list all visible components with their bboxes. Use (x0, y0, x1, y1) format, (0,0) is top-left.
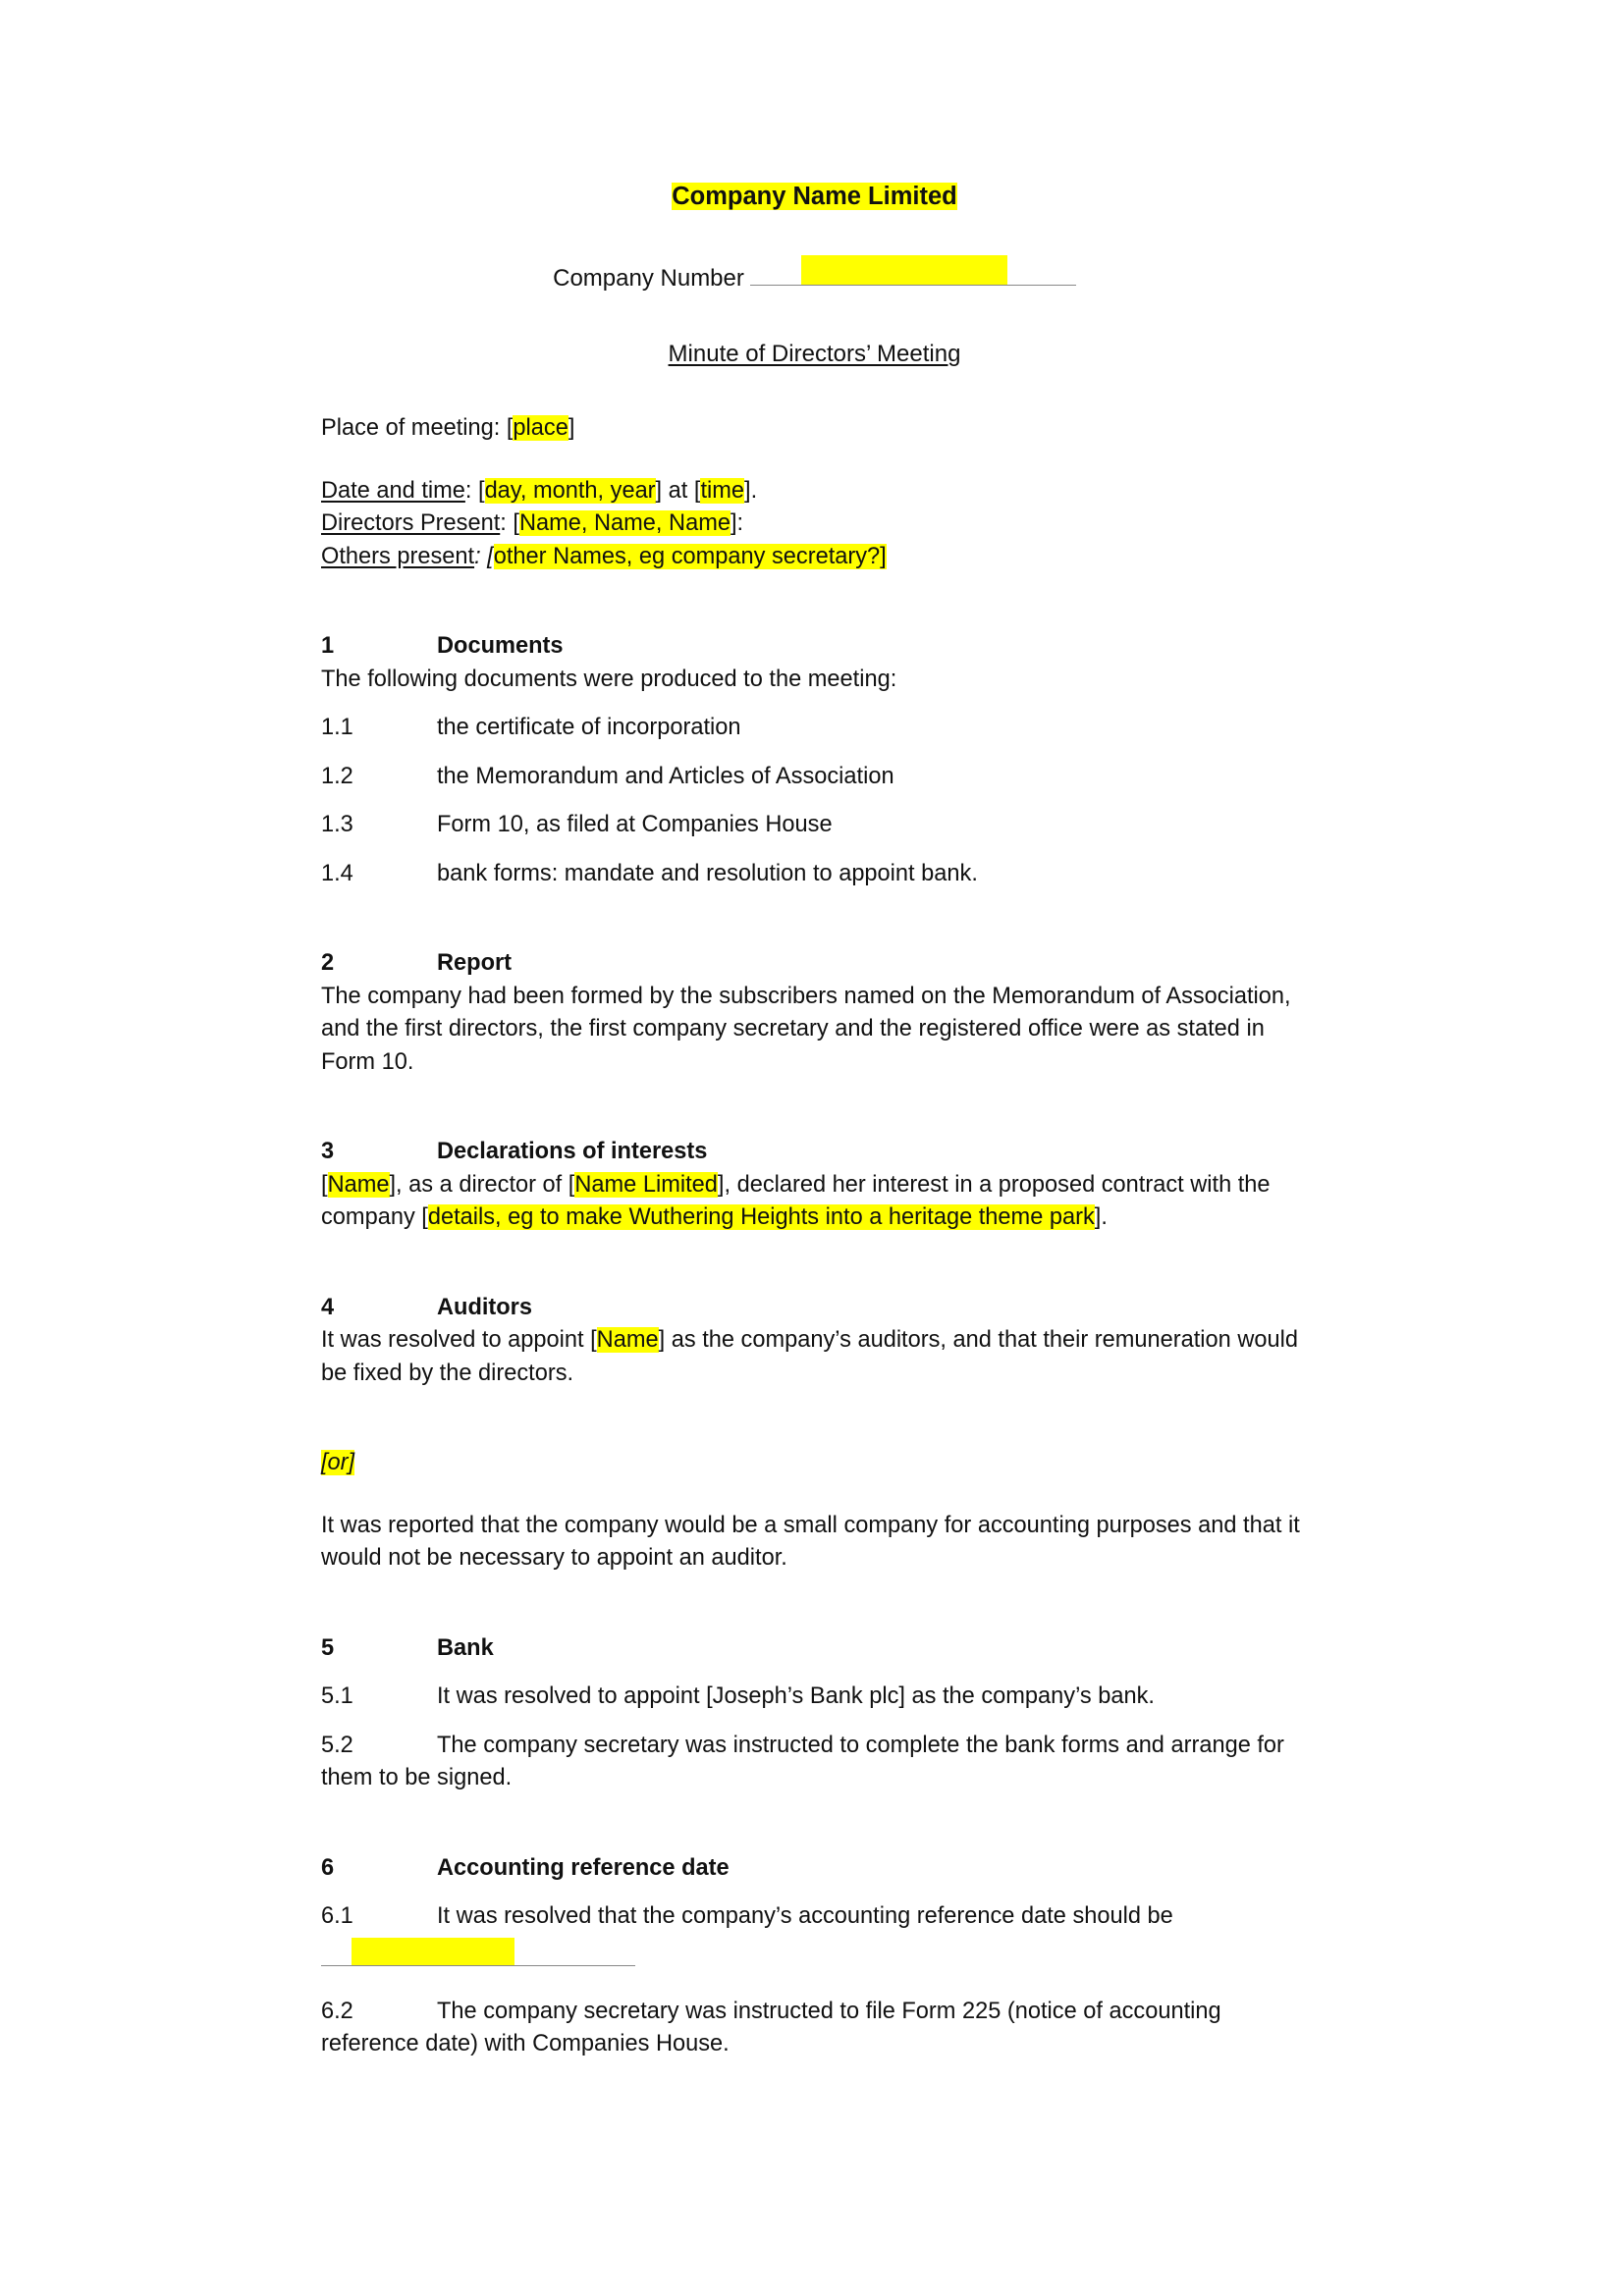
section-title: Accounting reference date (437, 1854, 730, 1881)
declarations-part-4: ]. (1094, 1204, 1108, 1231)
date-value: day, month, year (484, 477, 656, 504)
directors-suffix: : [ (500, 510, 519, 537)
time-value: time (700, 477, 745, 504)
declarations-body (321, 1169, 1308, 1235)
section-title: Report (437, 950, 513, 977)
directors-label: Directors Present (321, 510, 501, 537)
alternative-marker (321, 1447, 1308, 1480)
item-number: 6.1 (321, 1903, 353, 1930)
others-suffix: : [ (474, 543, 494, 569)
place-close: ] (568, 415, 575, 442)
auditors-name: Name (596, 1327, 659, 1354)
directors-present (321, 507, 1308, 541)
date-label: Date and time (321, 477, 465, 504)
declarations-company: Name Limited (574, 1171, 718, 1198)
auditors-part-2: ] as the company’s auditors, and that their remuneration would be fixed by the directors. (321, 1327, 1298, 1386)
list-item (321, 712, 1308, 745)
section-heading-auditors (321, 1292, 1308, 1325)
page-title-text: Company Name Limited (672, 183, 957, 210)
item-text: Form 10, as filed at Companies House (437, 812, 833, 838)
item-number: 6.2 (321, 1998, 353, 2024)
section-number: 3 (321, 1139, 335, 1165)
list-item (321, 809, 1308, 842)
section-number: 4 (321, 1294, 335, 1320)
auditors-body (321, 1324, 1308, 1390)
list-item (321, 1900, 1308, 1934)
item-number: 5.1 (321, 1683, 353, 1710)
date-mid: ] at [ (655, 477, 701, 504)
company-number-label: Company Number (553, 265, 744, 293)
accounting-reference-date-highlight (352, 1938, 514, 1965)
company-number-highlight (801, 255, 1007, 285)
section-title: Bank (437, 1634, 494, 1661)
place-value: place (513, 415, 568, 442)
date-and-time (321, 475, 1308, 508)
documents-intro: The following documents were produced to the meeting: (321, 666, 897, 692)
declarations-part-2: ], as a director of [ (389, 1171, 575, 1198)
declarations-part-3: ], declared her interest in a proposed contract with the company [ (321, 1171, 1271, 1231)
list-item (321, 1681, 1308, 1714)
item-text: the certificate of incorporation (437, 715, 741, 741)
item-number: 1.4 (321, 860, 353, 886)
list-item (321, 1996, 1308, 2061)
section-heading-report (321, 947, 1308, 981)
company-number-row (321, 213, 1308, 294)
item-text: It was resolved that the company’s accounting reference date should be (437, 1903, 1173, 1930)
report-body: The company had been formed by the subscribers named on the Memorandum of Association, and the first directors, the first company secretary and the registered office were as stated in Form 10. (321, 983, 1291, 1075)
item-text: The company secretary was instructed to file Form 225 (notice of accounting reference date) with Companies House. (321, 1998, 1221, 2057)
section-number: 1 (321, 633, 335, 660)
others-close: ] (880, 543, 887, 569)
item-text: bank forms: mandate and resolution to appoint bank. (437, 860, 978, 886)
directors-close: ]: (730, 510, 744, 537)
accounting-reference-date-field[interactable] (321, 1936, 635, 1966)
page-title (321, 182, 1308, 213)
section-heading-bank (321, 1632, 1308, 1666)
section-heading-declarations (321, 1136, 1308, 1169)
declarations-part-1: [ (321, 1171, 328, 1198)
section-title: Declarations of interests (437, 1139, 708, 1165)
item-text: The company secretary was instructed to complete the bank forms and arrange for them to be signed. (321, 1732, 1284, 1791)
list-item (321, 761, 1308, 794)
alternative-marker-text: [or] (321, 1450, 355, 1476)
alternative-body: It was reported that the company would be a small company for accounting purposes and that it would not be necessary to appoint an auditor. (321, 1512, 1300, 1572)
place-label: Place of meeting: [ (321, 415, 514, 442)
list-item (321, 1730, 1308, 1795)
item-number: 1.1 (321, 715, 353, 741)
date-close: ]. (744, 477, 758, 504)
section-number: 2 (321, 950, 335, 977)
declarations-details: details, eg to make Wuthering Heights into a heritage theme park (427, 1204, 1095, 1231)
section-number: 5 (321, 1634, 335, 1661)
directors-value: Name, Name, Name (518, 510, 731, 537)
others-present (321, 541, 1308, 574)
place-of-meeting (321, 412, 1308, 446)
item-number: 1.2 (321, 763, 353, 789)
section-heading-documents (321, 630, 1308, 664)
item-text: the Memorandum and Articles of Association (437, 763, 894, 789)
document-body (321, 182, 1308, 2061)
section-title: Auditors (437, 1294, 532, 1320)
date-label-suffix: : [ (464, 477, 485, 504)
document-subtitle-text: Minute of Directors’ Meeting (668, 341, 961, 368)
company-number-field[interactable] (750, 260, 1076, 286)
list-item (321, 858, 1308, 891)
declarations-name: Name (327, 1171, 390, 1198)
section-heading-accounting-reference-date (321, 1852, 1308, 1886)
item-text: It was resolved to appoint [Joseph’s Bank plc] as the company’s bank. (437, 1683, 1155, 1710)
document-subtitle (321, 294, 1308, 369)
section-number: 6 (321, 1854, 335, 1881)
others-label: Others present (321, 543, 475, 569)
item-number: 5.2 (321, 1732, 353, 1758)
section-title: Documents (437, 633, 564, 660)
others-value: other Names, eg company secretary? (493, 543, 881, 569)
item-number: 1.3 (321, 812, 353, 838)
auditors-part-1: It was resolved to appoint [ (321, 1327, 597, 1354)
